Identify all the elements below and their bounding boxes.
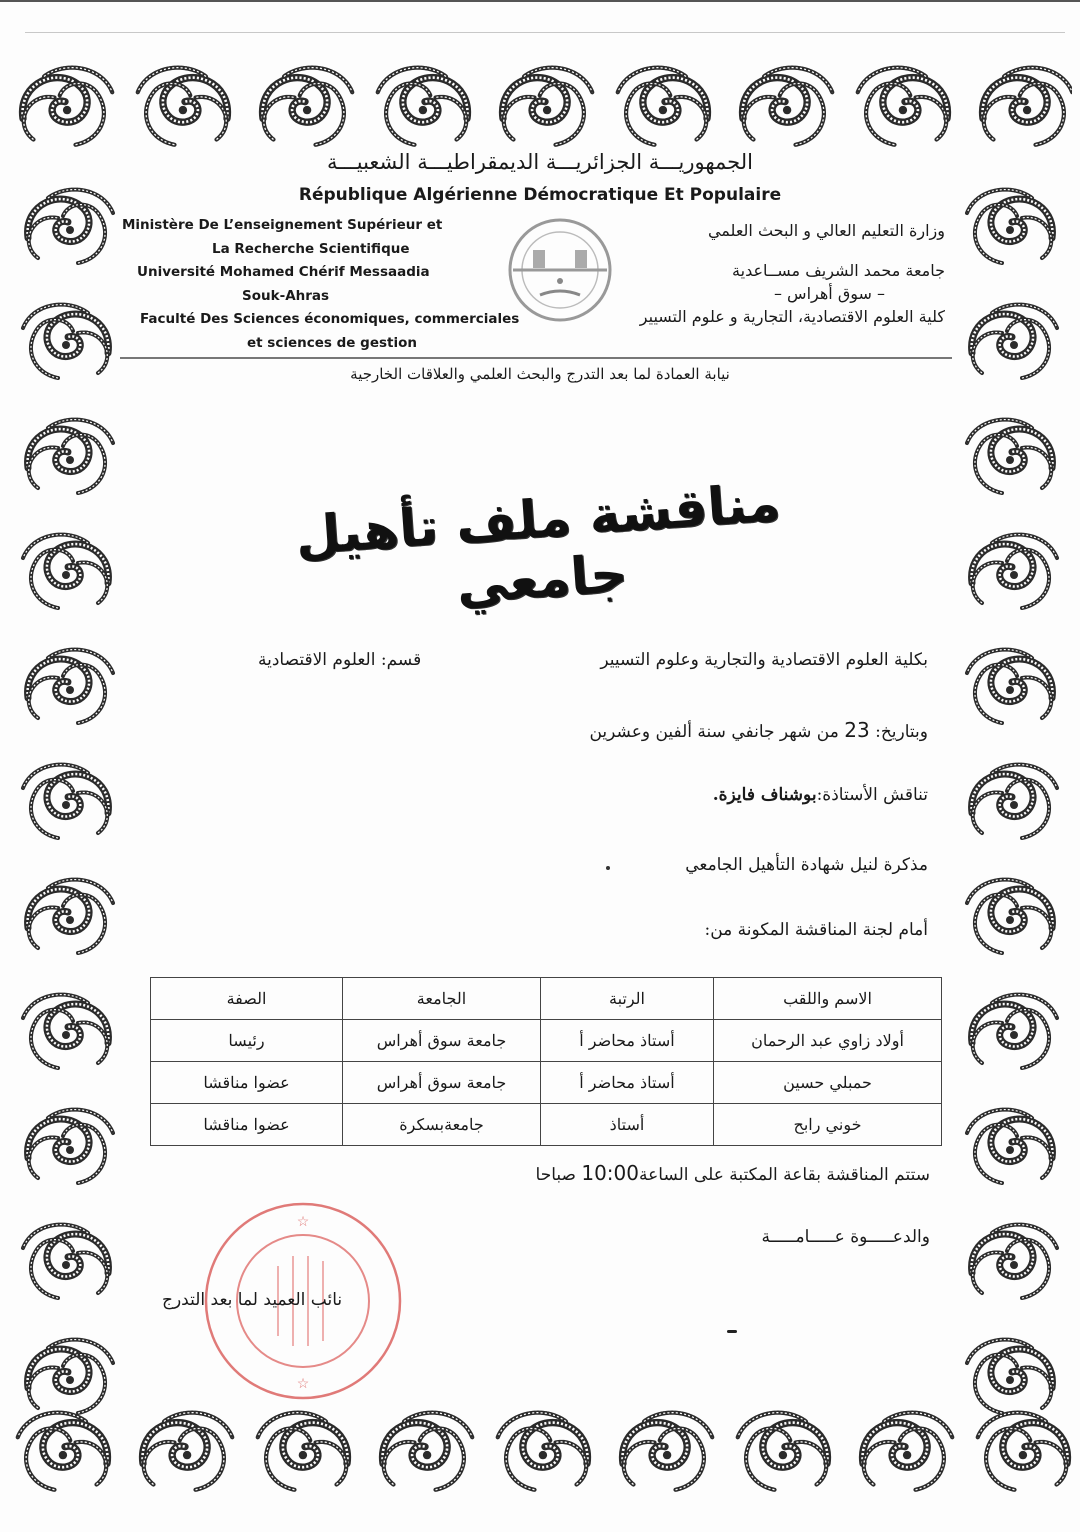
- table-row: [151, 1062, 942, 1104]
- scroll-ornament: [258, 1413, 348, 1490]
- ministry-line-2: La Recherche Scientifique: [212, 240, 410, 257]
- scroll-ornament: [383, 1413, 473, 1490]
- scroll-ornament: [738, 1413, 828, 1490]
- date-line: [589, 718, 928, 742]
- candidate-line: [713, 785, 928, 805]
- signature-title: نائب العميد لما بعد التدرج: [162, 1290, 343, 1310]
- city-line: Souk-Ahras: [242, 287, 330, 304]
- scan-faint-line: [25, 32, 1065, 33]
- university-logo: [505, 215, 615, 325]
- cell-rank: أستاذ محاضر أ: [541, 1020, 714, 1062]
- city-line-ar: – سوق أهراس –: [773, 284, 885, 303]
- cell-name: حمبلي حسين: [714, 1062, 942, 1104]
- scroll-ornament: [972, 535, 1057, 608]
- scroll-ornament: [972, 765, 1057, 838]
- header-rank: الرتبة: [541, 978, 714, 1020]
- ornamental-border-left: [10, 48, 125, 1510]
- university-line-ar: جامعة محمد الشريف مســاعدية: [732, 261, 945, 280]
- scroll-ornament: [23, 995, 108, 1068]
- date-prefix: وبتاريخ:: [869, 722, 928, 742]
- institution-block-arabic: [600, 218, 945, 330]
- scroll-ornament: [23, 765, 108, 838]
- stamp-star-icon: ☆: [296, 1376, 310, 1392]
- faculty-line-1: Faculté Des Sciences économiques, commerciales: [140, 311, 520, 327]
- cell-name: أولاد زاوي عبد الرحمان: [714, 1020, 942, 1062]
- cell-university: جامعةبسكرة: [343, 1104, 541, 1146]
- ministry-line-ar: وزارة التعليم العالي و البحث العلمي: [707, 221, 945, 240]
- scroll-ornament: [28, 420, 113, 493]
- faculty-line: بكلية العلوم الاقتصادية والتجارية وعلوم التسيير: [600, 650, 928, 670]
- cell-university: جامعة سوق أهراس: [343, 1020, 541, 1062]
- scroll-ornament: [967, 1110, 1052, 1183]
- cell-role: عضوا مناقشا: [151, 1104, 343, 1146]
- header-name: الاسم واللقب: [714, 978, 942, 1020]
- time-prefix: ستتم المناقشة بقاعة المكتبة على الساعة: [639, 1165, 930, 1185]
- stray-dot: [606, 866, 610, 870]
- scroll-ornament: [967, 1340, 1052, 1413]
- department-line: قسم: العلوم الاقتصادية: [258, 650, 422, 670]
- scroll-ornament: [28, 1340, 113, 1413]
- cell-role: عضوا مناقشا: [151, 1062, 343, 1104]
- scroll-ornament: [23, 535, 108, 608]
- cell-name: خوني رابح: [714, 1104, 942, 1146]
- ornamental-border-bottom: [10, 1395, 1072, 1510]
- scroll-ornament: [972, 1225, 1057, 1298]
- scroll-ornament: [378, 68, 468, 145]
- time-value: 10:00: [581, 1161, 639, 1185]
- candidate-prefix: تناقش الأستاذة:: [816, 785, 928, 805]
- cell-role: رئيسا: [151, 1020, 343, 1062]
- institution-block-french: [112, 214, 532, 355]
- candidate-name: بوشناف فايزة.: [712, 785, 817, 805]
- scroll-ornament: [138, 68, 228, 145]
- scroll-ornament: [967, 650, 1052, 723]
- stamp-star-icon: ☆: [296, 1214, 310, 1230]
- scroll-ornament: [858, 68, 948, 145]
- scroll-ornament: [28, 1110, 113, 1183]
- date-suffix: من شهر جانفي سنة ألفين وعشرين: [589, 722, 845, 742]
- table-row: [151, 1104, 942, 1146]
- header-role: الصفة: [151, 978, 343, 1020]
- scroll-ornament: [503, 68, 593, 145]
- jury-table-header: [151, 978, 942, 1020]
- jury-intro-line: أمام لجنة المناقشة المكونة من:: [704, 920, 928, 940]
- vice-deanship-line: نيابة العمادة لما بعد التدرج والبحث العلمي والعلاقات الخارجية: [350, 365, 730, 383]
- table-row: [151, 1020, 942, 1062]
- ornamental-border-top: [10, 48, 1072, 163]
- republic-title-french: République Algérienne Démocratique Et Populaire: [298, 185, 782, 205]
- ministry-line-1: Ministère De L’enseignement Supérieur et: [122, 217, 443, 233]
- scroll-ornament: [263, 68, 353, 145]
- university-line: Université Mohamed Chérif Messaadia: [137, 264, 430, 280]
- scroll-ornament: [23, 1225, 108, 1298]
- faculty-line-2: et sciences de gestion: [247, 334, 417, 351]
- invitation-line: والدعـــــوة عـــــامـــــة: [761, 1227, 930, 1247]
- cell-rank: أستاذ: [541, 1104, 714, 1146]
- scroll-ornament: [967, 880, 1052, 953]
- document-title: مناقشة ملف تأهيل جامعي: [293, 473, 783, 616]
- scroll-ornament: [972, 995, 1057, 1068]
- time-line: [536, 1161, 930, 1185]
- scroll-ornament: [863, 1413, 953, 1490]
- scroll-ornament: [28, 650, 113, 723]
- faculty-line-ar: كلية العلوم الاقتصادية، التجارية و علوم التسيير: [639, 307, 945, 326]
- scroll-ornament: [967, 420, 1052, 493]
- scroll-ornament: [623, 1413, 713, 1490]
- cell-rank: أستاذ محاضر أ: [541, 1062, 714, 1104]
- thesis-line: مذكرة لنيل شهادة التأهيل الجامعي: [685, 855, 928, 875]
- time-suffix: صباحا: [535, 1165, 582, 1185]
- scroll-ornament: [143, 1413, 233, 1490]
- scroll-ornament: [28, 880, 113, 953]
- scan-top-edge: [0, 0, 1080, 2]
- cell-university: جامعة سوق أهراس: [343, 1062, 541, 1104]
- header-separator: [120, 357, 952, 359]
- scroll-ornament: [743, 68, 833, 145]
- scroll-ornament: [618, 68, 708, 145]
- ornamental-border-right: [950, 48, 1072, 1510]
- jury-table: [150, 977, 942, 1146]
- header-university: الجامعة: [343, 978, 541, 1020]
- date-day: 23: [844, 718, 870, 742]
- stray-mark: [727, 1330, 737, 1333]
- scroll-ornament: [498, 1413, 588, 1490]
- republic-title-arabic: الجمهوريـــة الجزائريـــة الديمقراطيـــة الشعبيـــة: [327, 150, 753, 174]
